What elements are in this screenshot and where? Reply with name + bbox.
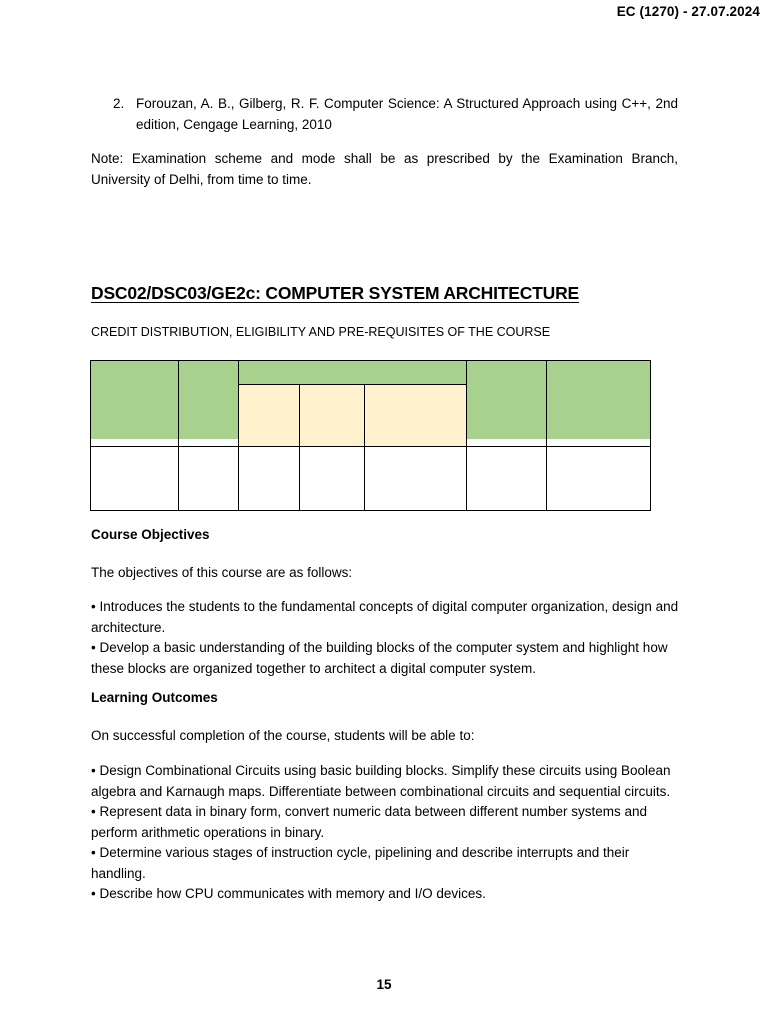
table-strip-border [650,439,651,446]
credit-distribution-table [90,360,651,511]
page-number: 15 [376,977,392,992]
table-strip-border [178,439,179,446]
table-strip-border [546,439,547,446]
table-cell [364,446,466,511]
course-objectives-heading: Course Objectives [91,527,210,542]
objective-item: • Develop a basic understanding of the building blocks of the computer system and highlight how these blocks are organized together to architect a digital computer system. [91,640,668,676]
examination-note: Note: Examination scheme and mode shall be as prescribed by the Examination Branch, University of Delhi, from time to time. [91,151,678,187]
table-subheader-practical [364,385,466,446]
table-strip-border [90,439,91,446]
reference-item [113,93,678,135]
table-strip-border [466,439,467,446]
reference-number: 2. [113,96,125,111]
objectives-list [91,597,681,679]
table-header-eligibility [466,361,546,439]
table-cell [546,446,651,511]
table-cell [90,446,178,511]
table-header-prerequisite [546,361,651,439]
table-subheader-lecture [238,385,299,446]
outcome-item: • Describe how CPU communicates with memory and I/O devices. [91,886,486,901]
outcomes-intro: On successful completion of the course, students will be able to: [91,728,475,743]
document-reference-header: EC (1270) - 27.07.2024 [616,4,760,19]
learning-outcomes-heading: Learning Outcomes [91,690,218,705]
table-header-course-title [90,361,178,439]
table-cell [466,446,546,511]
course-title: DSC02/DSC03/GE2c: COMPUTER SYSTEM ARCHITECTURE [91,283,580,303]
table-subheader-tutorial [299,385,364,446]
outcome-item: • Design Combinational Circuits using basic building blocks. Simplify these circuits using Boolean algebra and Karnaugh maps. Differentiate between combinational circuits and sequential circuits. [91,763,671,799]
table-cell [238,446,299,511]
credit-distribution-heading: CREDIT DISTRIBUTION, ELIGIBILITY AND PRE-REQUISITES OF THE COURSE [91,325,551,339]
outcome-item: • Represent data in binary form, convert numeric data between different number systems and perform arithmetic operations in binary. [91,804,648,840]
objective-item: • Introduces the students to the fundamental concepts of digital computer organization, design and architecture. [91,599,679,635]
outcome-item: • Determine various stages of instruction cycle, pipelining and describe interrupts and their handling. [91,845,630,881]
reference-text: Forouzan, A. B., Gilberg, R. F. Computer Science: A Structured Approach using C++, 2nd edition, Cengage Learning, 2010 [136,96,678,132]
table-cell [178,446,238,511]
table-header-credits [178,361,238,439]
objectives-intro: The objectives of this course are as follows: [91,565,353,580]
outcomes-list [91,761,678,905]
table-cell [299,446,364,511]
table-header-credit-distribution [238,361,466,385]
